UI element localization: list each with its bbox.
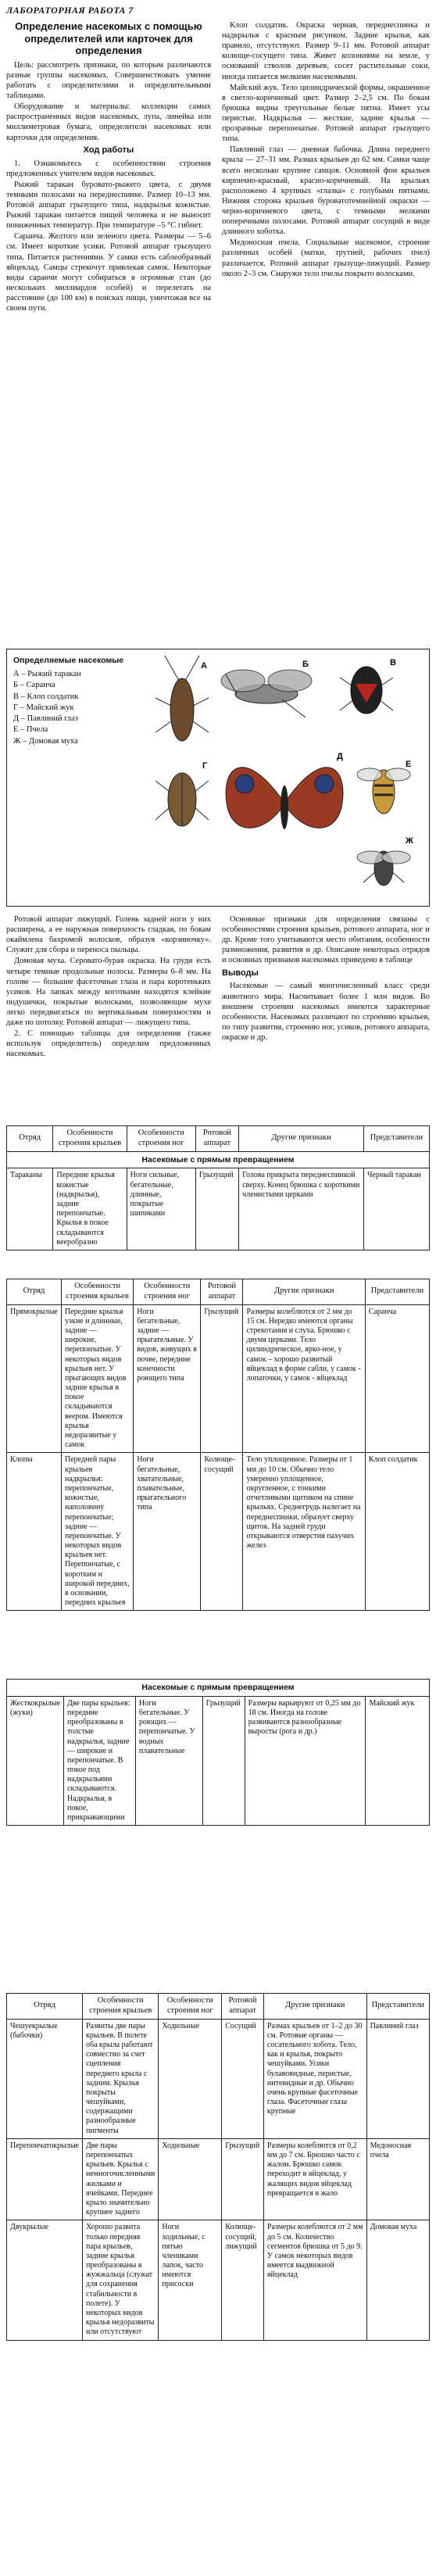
cockroach-illustration bbox=[155, 656, 209, 741]
cell-examples: Саранча bbox=[365, 1304, 429, 1453]
conclusion-paragraph: Насекомые — самый многочисленный класс среди животного мира. Насчитывает более 1 млн видов. Во внешнем строении насекомых имеются характерные особенности. Насекомых различают по строению крыльев, по типу развития, строению ног, усиков, ротового аппарата, окраске и др. bbox=[222, 982, 430, 1042]
figure-letter: Ж bbox=[406, 836, 413, 846]
cell-legs: Ноги ходильные, с пятью члениками лапок, часто имеются присоски bbox=[159, 2220, 222, 2340]
cell-order: Клопы bbox=[7, 1453, 62, 1611]
bug-soldier-paragraph: Клоп солдатик. Окраска черная, переднеспинка и надкрылья с красным рисунком. Задние крылья, как правило, отсутствуют. Размер 9–11 мм. Ротовой аппарат колюще-сосущего типа. Живет колониями на земле, у оснований стволов деревьев, сосет растительные соки, иногда питается мелкими насекомыми. bbox=[222, 21, 430, 81]
cell-other: Размах крыльев от 1–2 до 30 см. Ротовые органы — сосательного хобота. Тело, как и крылья, покрыто чешуйками. Усики булавовидные, перистые, нитевидные и др. Обычно очень крупные фасеточные глаза. Фасеточные глаза крупные bbox=[263, 2019, 366, 2138]
header-wings: Особенности строения крыльев bbox=[62, 1279, 134, 1305]
table-row bbox=[7, 1696, 430, 1825]
legend-item: В – Клоп солдатик bbox=[13, 692, 79, 701]
table-header-row bbox=[7, 1279, 430, 1305]
figure-legend bbox=[13, 656, 148, 747]
figure-letter: Д bbox=[337, 752, 343, 761]
header-examples: Представители bbox=[363, 1126, 429, 1152]
table-row bbox=[7, 1453, 430, 1611]
header-examples: Представители bbox=[365, 1279, 429, 1305]
cell-legs: Ходильные bbox=[159, 2019, 222, 2138]
insects-figure bbox=[6, 649, 430, 907]
header-other: Другие признаки bbox=[243, 1279, 365, 1305]
figure-letter: Б bbox=[302, 660, 309, 669]
cell-wings: Передние крылья узкие и длинные, задние — широкие, перепончатые. У некоторых видов крыльев нет. У прыгающих видов задние крылья в покое складываются веером. Имеются крылья недоразвитые у самок bbox=[62, 1304, 134, 1453]
equipment-paragraph: Оборудование и материалы: коллекции самых распространенных видов насекомых, лупа, линейка или миллиметровая бумага, определители насекомых или карточки для определения. bbox=[6, 102, 211, 142]
insect-illustrations bbox=[149, 651, 427, 904]
mid-column-left bbox=[6, 914, 211, 1061]
cell-legs: Ходильные bbox=[159, 2138, 222, 2220]
legend-item: Е – Пчела bbox=[13, 725, 48, 735]
work-title: Определение насекомых с помощью определителей или карточек для определения bbox=[15, 20, 202, 57]
cell-legs: Ноги бегательные, задние — прыгательные. У видов, живущих в почве, передние конечности роющего типа bbox=[134, 1304, 201, 1453]
table-row bbox=[7, 2220, 430, 2340]
figure-letter: А bbox=[201, 661, 207, 671]
cell-mouth: Сосущий bbox=[222, 2019, 264, 2138]
figure-letter: Е bbox=[406, 760, 412, 769]
progress-title: Ход работы bbox=[83, 145, 134, 155]
table-row bbox=[7, 2138, 430, 2220]
locust-illustration bbox=[221, 660, 312, 717]
peacock-paragraph: Павлиний глаз — дневная бабочка. Длина переднего крыла — 27–31 мм. Размах крыльев до 62 мм. Самки чаще всего несколько крупнее самцов. Основной фон крыльев кирпично-красный, красно-коричневый. На крыльях расположено 4 крупных «глазка» с голубыми пятнами. Нижняя сторона крыльев буроватотемнейной окраски — черно-коричневого цвета, с темными мелкими поперечными полосами. Ротовой аппарат сосущий в виде длинного хоботка. bbox=[222, 145, 430, 237]
figure-letter: В bbox=[390, 658, 396, 667]
features-paragraph: Основные признаки для определения связаны с особенностями строения крыльев, ротового аппарата, ног и др. Кроме того учитываются место обитания, особенности размножения, развития и др. Описание некоторых отрядов и основных признаков насекомых приведено в таблице bbox=[222, 915, 430, 965]
legend-item: Г – Майский жук bbox=[13, 703, 74, 712]
locust-paragraph: Саранча. Желтого или зеленого цвета. Размеры — 5–6 см. Имеет короткие усики. Ротовой аппарат грызущего типа. Питается растениями. У самки есть саблеобразный яйцеклад. Самцы стрекочут привлекая самок. Некоторые виды саранчи могут собираться в огромные стаи (до нескольких миллиардов особей) и перелетать на расстояние (до 100 км) в поисках пищи, уничтожая все на своем пути. bbox=[6, 232, 211, 313]
step2-paragraph: 2. С помощью таблицы для определения (также используя определитель) определим предложенных насекомых. bbox=[6, 1029, 211, 1059]
legend-item: А – Рыжий таракан bbox=[13, 670, 81, 679]
table-row bbox=[7, 1168, 430, 1250]
bee-mouthparts-paragraph: Ротовой аппарат лижущий. Голень задней ноги у них расширена, а ее наружная поверхность гладкая, по бокам окаймлена бахромой волосков, образуя «корзиночку». Служит для сбора и переноса пыльцы. bbox=[6, 915, 211, 955]
legend-item: Ж – Домовая муха bbox=[13, 736, 78, 746]
cell-order: Чешуекрылые (бабочки) bbox=[7, 2019, 83, 2138]
conclusion-title: Выводы bbox=[222, 968, 259, 978]
cell-examples: Черный таракан bbox=[363, 1168, 429, 1250]
header-order: Отряд bbox=[7, 1279, 62, 1305]
may-beetle-paragraph: Майский жук. Тело цилиндрической формы, окрашенное в светло-коричневый цвет. Размер 2–2,5 см. По бокам брюшка видны треугольные белые пятна. Имеет усы перистые. Надкрылья — жесткие, задние крылья — прозрачные перепончатые. Ротовой аппарат грызущего типа. bbox=[222, 83, 430, 144]
cell-wings: Две пары крыльев: передние преобразованы в толстые надкрылья, задние — широкие и перепончатые. В покое под надкрыльями складываются. Надкрылья, в покое, прикрывающими bbox=[64, 1696, 136, 1825]
cell-wings: Передней пары крыльев надкрылья: перепончатые, кожистые, наполовину перепончатые; задние — перепончатые. У некоторых видов крыльев нет. Перепончатые, с коротким и широкой передних, в основании, передних крыльев bbox=[62, 1453, 134, 1611]
cell-other: Тело уплощенное. Размеры от 1 мм до 10 см. Обычно тело умеренно уплощенное, округленное, с тонкими отчетливыми щитиком на спине крыльях. Среднегрудь налегает на переднеспинки, образует сверху щиток. На задней груди открываются отверстия пахучих желез bbox=[243, 1453, 365, 1611]
section-row: Насекомые с прямым превращением bbox=[7, 1680, 430, 1697]
cell-legs: Ноги бегательные. У роющих — перепончатые. У водных плавательные bbox=[135, 1696, 202, 1825]
cell-legs: Ноги сильные, бегательные, длинные, покрытые шипиками bbox=[127, 1168, 195, 1250]
cockroach-paragraph: Рыжий таракан буровато-рыжего цвета, с двумя темными полосами на переднеспинке. Размер 10–13 мм. Ротовой аппарат грызущего типа, надкрылья кожистые. Рыжий таракан питается пищей человека и не выносит пониженных температур. При температуре –5 °С гибнет. bbox=[6, 180, 211, 231]
cell-order: Прямокрылые bbox=[7, 1304, 62, 1453]
cell-mouth: Грызущий bbox=[222, 2138, 264, 2220]
cell-mouth: Грызущий bbox=[201, 1304, 243, 1453]
header-other: Другие признаки bbox=[263, 1994, 366, 2020]
table-header-row bbox=[7, 1126, 430, 1152]
peacock-butterfly-illustration bbox=[226, 752, 343, 829]
cell-examples: Домовая муха bbox=[366, 2220, 429, 2340]
header-mouth: Ротовой аппарат bbox=[201, 1279, 243, 1305]
cell-other: Размеры колеблются от 0,2 мм до 7 см. Брюшко часто с жалом. Брюшко самок переходит в яйцеклад, у жалящих видов яйцеклад превращается в жало bbox=[263, 2138, 366, 2220]
honeybee-illustration bbox=[357, 760, 411, 814]
housefly-paragraph: Домовая муха. Серовато-бурая окраска. На груди есть четыре темные продольные полосы. Размеры 6–8 мм. На голове — большие фасеточные глаза и пара коротеньких усиков. На лапках между коготками находятся клейкие подушечки, покрытые волосками, позволяющие мухе легко передвигаться по вертикальным поверхностям и даже по потолку. Ротовой аппарат — лижущего типа. bbox=[6, 957, 211, 1028]
table-row bbox=[7, 2019, 430, 2138]
cell-wings: Развиты две пары крыльев. В полете оба крыла работают совместно за счет сцепления переднего крыла с задним. Крылья покрыты чешуйками, содержащими разнообразные пигменты bbox=[82, 2019, 158, 2138]
cell-mouth: Грызущий bbox=[202, 1696, 245, 1825]
header-order: Отряд bbox=[7, 1994, 83, 2020]
cell-wings: Хорошо развита только передняя пара крыльев, задние крылья преобразованы в жужжальца (служат для сохранения стабильности в полете). У некоторых видов крылья недоразвиты или отсутствуют bbox=[82, 2220, 158, 2340]
legend-title: Определяемые насекомые bbox=[13, 656, 124, 665]
cell-examples: Клоп солдатик bbox=[365, 1453, 429, 1611]
cell-examples: Павлиний глаз bbox=[366, 2019, 429, 2138]
cell-mouth: Колюще-сосущий, лижущий bbox=[222, 2220, 264, 2340]
intro-column-left bbox=[6, 20, 211, 314]
soldier-bug-illustration bbox=[340, 658, 396, 714]
table-header-row bbox=[7, 1994, 430, 2020]
step1-paragraph: 1. Ознакомьтесь с особенностями строения предложенных учителем видов насекомых. bbox=[6, 159, 211, 178]
legend-item: Б – Саранча bbox=[13, 681, 55, 690]
cell-other: Размеры колеблются от 2 мм до 15 см. Нередко имеются органы стрекотания и слуха. Брюшко с двумя церками. Тело цилиндрическое, ярко-ное, у самок – хорошо развитый яйцеклад в форме сабли, у самок - лопаточки, у самок - яйцеклад bbox=[243, 1304, 365, 1453]
cell-other: Голова прикрыта переднеспинкой сверху. Конец брюшка с короткими членистыми церками bbox=[239, 1168, 364, 1250]
cell-other: Размеры варьируют от 0,25 мм до 18 см. Иногда на голове развиваются разнообразные выросты (рога и др.) bbox=[245, 1696, 366, 1825]
mid-column-right bbox=[222, 914, 430, 1043]
housefly-illustration bbox=[357, 836, 413, 886]
page-header: ЛАБОРАТОРНАЯ РАБОТА 7 bbox=[6, 5, 134, 16]
cell-examples: Майский жук bbox=[366, 1696, 430, 1825]
cell-order: Жесткокрылые (жуки) bbox=[7, 1696, 64, 1825]
goal-paragraph: Цель: рассмотреть признаки, по которым различаются разные группы насекомых. Совершенствовать умение работать с определителями и определительными таблицами. bbox=[6, 60, 211, 101]
cell-wings: Передние крылья кожистые (надкрылья), задние перепончатые. Крылья в покое складываются вееробразно bbox=[53, 1168, 127, 1250]
figure-letter: Г bbox=[202, 761, 208, 771]
header-wings: Особенности строения крыльев bbox=[53, 1126, 127, 1152]
header-wings: Особенности строения крыльев bbox=[82, 1994, 158, 2020]
table-cockroaches bbox=[6, 1125, 430, 1250]
table-beetles bbox=[6, 1679, 430, 1826]
cell-mouth: Грызущий bbox=[195, 1168, 238, 1250]
legend-item: Д – Павлиний глаз bbox=[13, 714, 78, 724]
table-orthoptera-bugs bbox=[6, 1279, 430, 1611]
cell-other: Размеры колеблются от 2 мм до 5 см. Количество сегментов брюшка от 5 до 9. У самок некоторых видов имеется выдвижной яйцеклад bbox=[263, 2220, 366, 2340]
header-legs: Особенности строения ног bbox=[127, 1126, 195, 1152]
cell-order: Двукрылые bbox=[7, 2220, 83, 2340]
honeybee-paragraph: Медоносная пчела. Социальные насекомое, строение различных особей (матки, трутней, рабочих пчел) различается. Ротовой аппарат грызуще-лижущий. Размер около 2–3 см. Снаружи тело пчелы покрыто волосками. bbox=[222, 238, 430, 278]
header-legs: Особенности строения ног bbox=[134, 1279, 201, 1305]
cell-wings: Две пары перепончатых крыльев. Крылья с немногочисленными жилками и ячейками. Переднее крыло значительно крупнее заднего bbox=[82, 2138, 158, 2220]
header-legs: Особенности строения ног bbox=[159, 1994, 222, 2020]
cell-mouth: Колюще-сосущий bbox=[201, 1453, 243, 1611]
header-mouth: Ротовой аппарат bbox=[222, 1994, 264, 2020]
header-examples: Представители bbox=[366, 1994, 429, 2020]
cell-order: Перепончатокрылые bbox=[7, 2138, 83, 2220]
section-row: Насекомые с прямым превращением bbox=[7, 1151, 430, 1168]
header-mouth: Ротовой аппарат bbox=[195, 1126, 238, 1152]
table-row bbox=[7, 1304, 430, 1453]
cell-order: Тараканы bbox=[7, 1168, 53, 1250]
cell-examples: Медоносная пчела bbox=[366, 2138, 429, 2220]
may-beetle-illustration bbox=[155, 761, 209, 826]
header-other: Другие признаки bbox=[239, 1126, 364, 1152]
cell-legs: Ноги бегательные, хватательные, плавательные, прыгательного типа bbox=[134, 1453, 201, 1611]
table-lepidoptera-hymenoptera-diptera bbox=[6, 1993, 430, 2341]
header-order: Отряд bbox=[7, 1126, 53, 1152]
intro-column-right bbox=[222, 20, 430, 280]
